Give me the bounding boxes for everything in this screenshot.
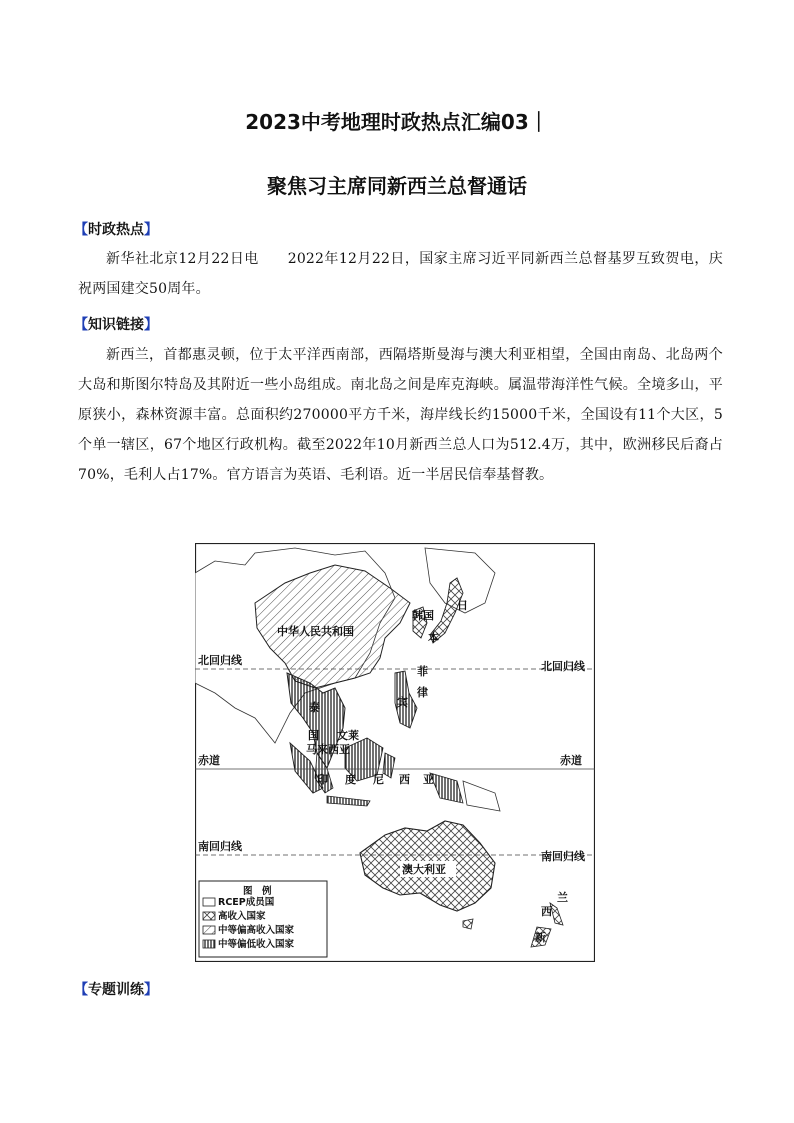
legend-label-rcep: RCEP成员国	[218, 897, 275, 908]
page-title: 2023中考地理时政热点汇编03｜	[245, 110, 549, 134]
tropic-capricorn-label-left: 南回归线	[198, 840, 242, 853]
philippines-label-2: 律	[417, 686, 428, 699]
section-knowledge-heading: 【知识链接】	[74, 317, 158, 333]
tropic-cancer-label-right: 北回归线	[541, 660, 585, 673]
section-hot-topic-heading: 【时政热点】	[74, 222, 158, 238]
legend-label-lower-middle: 中等偏低收入国家	[218, 939, 295, 950]
australia-label: 澳大利亚	[402, 863, 446, 876]
tropic-cancer-label-left: 北回归线	[198, 654, 242, 667]
japan-label-1: 日	[457, 599, 468, 612]
legend-swatch-high-income	[203, 912, 215, 920]
malaysia-label: 马来西亚	[306, 743, 350, 756]
indonesia-label-1: 印	[317, 773, 328, 786]
nz-label-3: 兰	[557, 891, 568, 904]
legend-swatch-lower-middle	[203, 940, 215, 948]
indonesia-label-2: 度	[345, 773, 356, 786]
equator-label-left: 赤道	[198, 754, 220, 767]
legend-swatch-rcep	[203, 898, 215, 906]
indonesia-label-4: 西	[399, 773, 410, 786]
rcep-map	[195, 543, 595, 962]
equator-label-right: 赤道	[560, 754, 582, 767]
legend-label-upper-middle: 中等偏高收入国家	[218, 925, 295, 936]
page-subtitle: 聚焦习主席同新西兰总督通话	[267, 174, 527, 198]
philippines-label-1: 菲	[417, 665, 428, 678]
news-paragraph: 新华社北京12月22日电 2022年12月22日，国家主席习近平同新西兰总督基罗互致贺电，庆祝两国建交50周年。	[78, 251, 723, 297]
tropic-capricorn-label-right: 南回归线	[541, 850, 585, 863]
nz-label-1: 新	[535, 931, 546, 944]
japan-label-2: 本	[428, 631, 439, 644]
korea-label: 韩国	[412, 609, 434, 622]
china-label: 中华人民共和国	[277, 625, 354, 638]
legend-swatch-upper-middle	[203, 926, 215, 934]
nz-label-2: 西	[541, 905, 552, 918]
philippines-label-3: 宾	[397, 696, 408, 709]
thailand-label-2: 国	[308, 729, 319, 742]
section-training-heading: 【专题训练】	[74, 982, 158, 998]
legend-title: 图 例	[243, 886, 272, 897]
indonesia-label-5: 亚	[423, 773, 434, 786]
indonesia-label-3: 尼	[373, 773, 384, 786]
brunei-label: 文莱	[337, 729, 359, 742]
tasmania-shape	[463, 919, 473, 929]
thailand-label-1: 泰	[309, 701, 320, 714]
legend-label-high-income: 高收入国家	[218, 911, 266, 922]
knowledge-paragraph: 新西兰，首都惠灵顿，位于太平洋西南部，西隔塔斯曼海与澳大利亚相望，全国由南岛、北岛两个大岛和斯图尔特岛及其附近一些小岛组成。南北岛之间是库克海峡。属温带海洋性气候。全境多山，平原狭小，森林资源丰富。总面积约270000平方千米，海岸线长约15000千米，全国设有11个大区，5个单一辖区，67个地区行政机构。截至2022年10月新西兰总人口为512.4万，其中，欧洲移民后裔占70%，毛利人占17%。官方语言为英语、毛利语。近一半居民信奉基督教。	[78, 347, 723, 483]
